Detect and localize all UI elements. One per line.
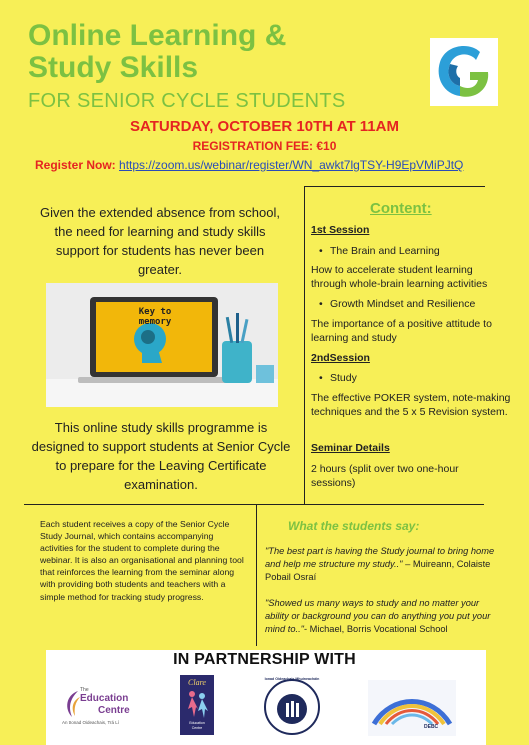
session2-bullet bbox=[330, 371, 529, 385]
seminar-details-text: 2 hours (split over two one-hour sessions) bbox=[311, 463, 459, 489]
bullet3-text: Study bbox=[330, 372, 357, 384]
swoosh-icon bbox=[62, 689, 82, 719]
session1-text1: How to accelerate student learning through whole-brain learning activities bbox=[311, 264, 488, 290]
journal-text: Each student receives a copy of the Senior Cycle Study Journal, which contains accompanying activities for the student to complete during the webinar. It is also an organisational and planning tool that reinforces the learning from the seminar along with providing both students and teachers with a simple method for tracking study progress. bbox=[40, 519, 244, 602]
header-divider bbox=[305, 186, 485, 187]
content-heading: Content: bbox=[370, 200, 432, 217]
logo2-centre: Centre bbox=[191, 726, 203, 730]
title-line-2: Study Skills bbox=[28, 51, 199, 84]
column-divider bbox=[304, 186, 305, 504]
logo2-education: Education bbox=[189, 721, 205, 725]
session2-title: 2ndSession bbox=[311, 352, 370, 364]
session1-title: 1st Session bbox=[311, 224, 370, 236]
bullet1-text: The Brain and Learning bbox=[330, 245, 440, 257]
page-subtitle: FOR SENIOR CYCLE STUDENTS bbox=[28, 90, 346, 112]
bullet2-text: Growth Mindset and Resilience bbox=[330, 298, 476, 310]
photo-card bbox=[124, 307, 186, 327]
registration-fee: REGISTRATION FEE: €10 bbox=[192, 139, 337, 153]
register-label: Register Now: bbox=[35, 158, 116, 172]
logo1-education: Education bbox=[80, 693, 129, 704]
seminar-details-title: Seminar Details bbox=[311, 442, 390, 454]
brand-logo bbox=[430, 38, 498, 106]
middle-divider bbox=[24, 504, 484, 505]
page-title bbox=[28, 20, 286, 84]
quote-2-author: - Michael, Borris Vocational School bbox=[303, 624, 448, 634]
title-line-1: Online Learning & bbox=[28, 19, 287, 52]
g-logo-icon bbox=[430, 38, 498, 106]
bottom-column-divider bbox=[256, 504, 257, 646]
session1-bullet2 bbox=[330, 297, 529, 311]
logo1-the: The bbox=[80, 687, 89, 693]
quote-2-text: "Showed us many ways to study and no matter your ability or background you can do anything you put your mind to.." bbox=[265, 598, 491, 634]
rainbow-arc-icon bbox=[368, 680, 456, 736]
monaghan-education-centre-logo bbox=[262, 677, 322, 737]
quote-1-text: "The best part is having the Study journal to bring home and help me structure my study.." bbox=[265, 546, 495, 569]
laptop-illustration-icon bbox=[46, 283, 278, 407]
laptop-photo bbox=[46, 283, 278, 407]
figures-icon bbox=[184, 689, 210, 719]
logo3-text: Ionad Oideachais Mhuineacháin bbox=[264, 677, 320, 681]
quote-1-author: – Muireann, Colaiste Pobail Osraí bbox=[265, 559, 491, 582]
partners-heading: IN PARTNERSHIP WITH bbox=[173, 651, 356, 668]
event-date: SATURDAY, OCTOBER 10TH AT 11AM bbox=[130, 118, 399, 135]
programme-description: This online study skills programme is designed to support students at Senior Cycle to prepare for the Leaving Certificate examination. bbox=[31, 420, 291, 492]
session2-text: The effective POKER system, note-making techniques and the 5 x 5 Revision system. bbox=[311, 392, 511, 418]
session1-text2: The importance of a positive attitude to learning and study bbox=[311, 318, 492, 344]
logo4-text: DEBC bbox=[424, 724, 439, 730]
logo1-centre: Centre bbox=[98, 705, 130, 716]
clare-education-centre-logo bbox=[180, 675, 214, 735]
photo-card-line-2: memory bbox=[138, 317, 172, 327]
debc-logo bbox=[368, 680, 456, 736]
education-centre-logo bbox=[62, 683, 144, 729]
logo1-subtitle: An tIonad Oideachais, Trá Lí bbox=[62, 720, 120, 725]
photo-card-line-1: Key to bbox=[138, 307, 172, 317]
register-line bbox=[35, 158, 463, 172]
logo2-clare: Clare bbox=[188, 678, 206, 687]
students-heading: What the students say: bbox=[288, 519, 420, 533]
student-quote-1 bbox=[265, 545, 505, 584]
intro-text: Given the extended absence from school, the need for learning and study skills support for students has never been greater. bbox=[40, 205, 280, 277]
session1-bullet1 bbox=[330, 244, 529, 258]
register-link[interactable]: https://zoom.us/webinar/register/WN_awkt7lgTSY-H9EpVMiPJtQ bbox=[119, 158, 464, 172]
student-quote-2 bbox=[265, 597, 505, 636]
circle-emblem-icon bbox=[262, 677, 322, 737]
